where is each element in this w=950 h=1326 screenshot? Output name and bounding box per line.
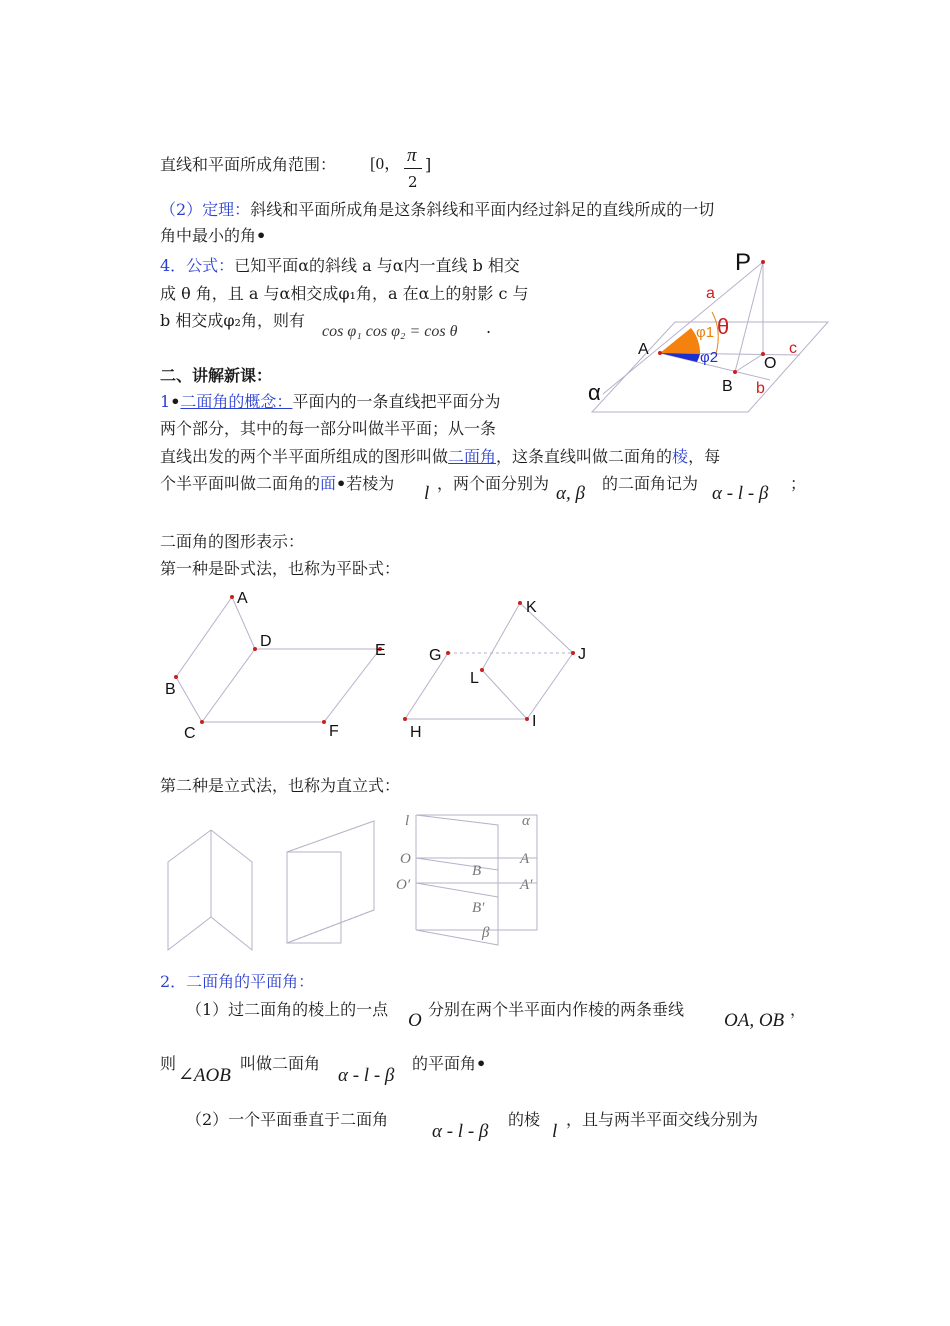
angle-AOB: ∠AOB	[178, 1065, 231, 1086]
up3-label-l: l	[405, 813, 410, 829]
label-A: A	[638, 341, 649, 358]
flat2-point-I	[525, 717, 529, 721]
concept-line-4: 个半平面叫做二面角的面•若棱为	[160, 474, 395, 493]
up3-label-A: A	[520, 851, 530, 867]
upright-figure-2	[287, 821, 374, 943]
formula-period: .	[486, 318, 492, 337]
label-B: B	[722, 378, 733, 395]
formula-label: 4．公式：	[160, 256, 235, 275]
representation-title: 二面角的图形表示：	[160, 532, 305, 551]
label-O: O	[764, 355, 777, 372]
flat1-label-E: E	[375, 642, 386, 659]
plane-angle-p2a: （2）一个平面垂直于二面角	[186, 1110, 389, 1129]
half-plane-lower	[202, 649, 380, 722]
flat2-point-G	[446, 651, 450, 655]
formula-equation: cos φ₁ cos φ₂ = cos θ	[322, 323, 458, 340]
book-right-page	[211, 830, 252, 950]
up3-label-A2: A′	[520, 877, 533, 893]
plane-angle-p1c: 叫做二面角	[240, 1054, 321, 1073]
concept-text-4a: 个半平面叫做二面角的	[160, 474, 321, 493]
concept-line-1: 1•二面角的概念：平面内的一条直线把平面分为	[160, 392, 501, 411]
point-B	[733, 370, 737, 374]
flat1-point-F	[322, 720, 326, 724]
flat2-label-K: K	[526, 599, 537, 616]
flat2-label-G: G	[429, 647, 442, 664]
edge-l: l	[552, 1121, 558, 1142]
flat1-point-B	[174, 675, 178, 679]
label-c: c	[789, 340, 797, 357]
plane-angle-p1-end: ，	[790, 1000, 807, 1019]
line-OB	[416, 858, 498, 870]
plane-angle-p1d: 的平面角•	[412, 1054, 487, 1073]
term-edge: 棱	[672, 447, 689, 466]
var-l: l	[424, 483, 430, 504]
theorem-line-2: 角中最小的角•	[160, 226, 267, 245]
concept-text-1: 平面内的一条直线把平面分为	[292, 392, 501, 411]
flat2-point-J	[571, 651, 575, 655]
range-open: [0，	[370, 154, 402, 173]
label-theta: θ	[717, 314, 730, 339]
plane-angle-p1a: （1）过二面角的棱上的一点	[186, 1000, 389, 1019]
flat1-label-A: A	[237, 590, 248, 607]
book-left-page	[168, 830, 211, 950]
concept-text-3c: ，每	[688, 447, 721, 466]
angle-phi2-wedge	[660, 353, 700, 362]
flat2-label-H: H	[410, 724, 422, 741]
dihedral-notation: α - l - β	[712, 483, 769, 504]
vertical-half-plane	[287, 821, 374, 943]
representation-first: 第一种是卧式法，也称为平卧式：	[160, 559, 401, 578]
up3-label-B: B	[472, 863, 482, 879]
formula-line-2: 成 θ 角，且 a 与α相交成φ₁角，a 在α上的射影 c 与	[160, 284, 529, 303]
concept-text-4c: ，两个面分别为	[437, 474, 550, 493]
concept-line-4-end: ；	[790, 474, 807, 493]
concept-text-4b: 若棱为	[346, 474, 395, 493]
plane-angle-p1d-text: 的平面角	[412, 1054, 477, 1073]
dihedral-notation-2: α - l - β	[338, 1065, 395, 1086]
representation-second: 第二种是立式法，也称为直立式：	[160, 776, 401, 795]
range-den: 2	[408, 173, 418, 191]
up3-label-beta: β	[482, 925, 490, 941]
flat2-label-L: L	[470, 670, 479, 687]
flat1-point-A	[230, 595, 234, 599]
label-phi2: φ2	[700, 349, 719, 366]
concept-text-3a: 直线出发的两个半平面所组成的图形叫做	[160, 447, 449, 466]
upright-figure-3	[416, 815, 537, 945]
up3-label-O: O	[400, 851, 411, 867]
var-alpha-beta: α, β	[556, 483, 585, 504]
plane-angle-p2b: 的棱	[508, 1110, 541, 1129]
flat1-label-D: D	[260, 633, 272, 650]
up3-label-alpha: α	[522, 813, 530, 829]
flat1-point-C	[200, 720, 204, 724]
concept-number: 1	[160, 392, 171, 411]
flat2-point-H	[403, 717, 407, 721]
flat1-label-F: F	[329, 723, 339, 740]
label-phi1: φ1	[696, 324, 715, 341]
flat2-point-K	[518, 601, 522, 605]
flat1-point-D	[253, 647, 257, 651]
plane-angle-heading: 2．二面角的平面角：	[160, 972, 315, 991]
up3-label-B2: B′	[472, 900, 485, 916]
dihedral-notation-3: α - l - β	[432, 1121, 489, 1142]
theorem-label: （2）定理：	[160, 200, 251, 219]
formula-line-3: b 相交成φ₂角，则有	[160, 311, 305, 330]
concept-text-4d: 的二面角记为	[602, 474, 699, 493]
plane-angle-then: 则	[160, 1054, 177, 1073]
term-face: 面	[320, 474, 337, 493]
label-a: a	[706, 285, 715, 302]
theorem-text-2: 角中最小的角	[160, 226, 257, 245]
concept-text-3b: ，这条直线叫做二面角的	[496, 447, 673, 466]
label-b: b	[756, 380, 765, 397]
upright-figure-1	[168, 830, 252, 950]
theorem-text-1: 斜线和平面所成角是这条斜线和平面内经过斜足的直线所成的一切	[250, 200, 715, 219]
plane-angle-p2c: ，且与两半平面交线分别为	[566, 1110, 759, 1129]
perpendiculars-OA-OB: OA, OB	[724, 1010, 785, 1031]
term-dihedral: 二面角	[448, 447, 497, 466]
front-half-plane	[287, 852, 341, 943]
point-O: O	[408, 1010, 422, 1031]
concept-line-2: 两个部分，其中的每一部分叫做半平面；从一条	[160, 419, 497, 438]
range-text: 直线和平面所成角范围：	[160, 155, 337, 174]
section-heading: 二、讲解新课：	[160, 366, 273, 385]
formula-text-1: 已知平面α的斜线 a 与α内一直线 b 相交	[234, 256, 520, 275]
line-O2B2	[416, 883, 498, 897]
point-P	[761, 260, 765, 264]
line-PB	[735, 262, 763, 372]
flat2-label-J: J	[578, 646, 586, 663]
range-pi: π	[407, 145, 417, 166]
flat-figure-1	[176, 597, 380, 722]
plane-angle-p1b: 分别在两个半平面内作棱的两条垂线	[428, 1000, 685, 1019]
flat2-point-L	[480, 668, 484, 672]
point-A	[658, 351, 662, 355]
flat1-label-C: C	[184, 725, 196, 742]
concept-label: 二面角的概念：	[180, 392, 293, 411]
half-plane-back	[482, 603, 573, 719]
range-close: ]	[425, 155, 432, 174]
label-P: P	[735, 249, 752, 276]
label-alpha: α	[588, 380, 601, 405]
up3-label-O2: O′	[396, 877, 411, 893]
flat1-label-B: B	[165, 681, 176, 698]
flat2-label-I: I	[532, 713, 537, 730]
slant-line-a	[603, 262, 763, 394]
